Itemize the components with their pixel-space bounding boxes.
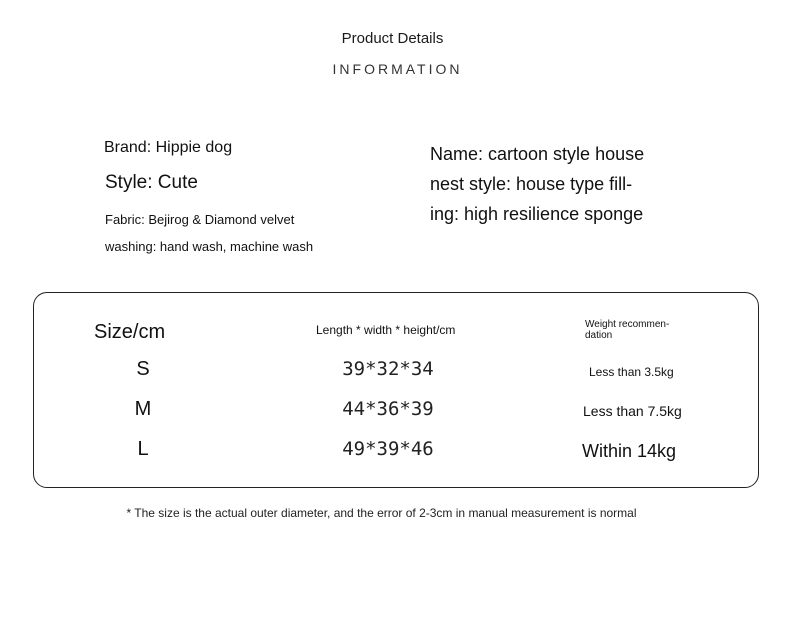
dimensions-header: Length * width * height/cm <box>316 323 456 337</box>
measurement-footnote: * The size is the actual outer diameter, and the error of 2-3cm in manual measurement is normal <box>126 506 637 520</box>
weight-m: Less than 7.5kg <box>583 403 682 419</box>
size-header: Size/cm <box>94 321 166 343</box>
style-text: Style: Cute <box>105 172 198 193</box>
dims-s: 39*32*34 <box>342 358 434 380</box>
fabric-text: Fabric: Bejirog & Diamond velvet <box>105 212 295 227</box>
name-line-2: nest style: house type fill- <box>430 174 633 194</box>
size-table <box>33 292 759 488</box>
weight-s: Less than 3.5kg <box>589 365 674 379</box>
dims-m: 44*36*39 <box>342 398 434 420</box>
washing-text: washing: hand wash, machine wash <box>105 239 314 254</box>
page-title: Product Details <box>341 30 444 47</box>
size-l: L <box>137 438 149 460</box>
name-line-3: ing: high resilience sponge <box>430 204 644 224</box>
name-line-1: Name: cartoon style house <box>430 144 645 164</box>
size-s: S <box>136 358 150 380</box>
dims-l: 49*39*46 <box>342 438 434 460</box>
size-m: M <box>134 398 152 420</box>
brand-text: Brand: Hippie dog <box>104 139 233 156</box>
page-subtitle: INFORMATION <box>332 61 463 77</box>
weight-header: Weight recommen-dation <box>585 319 670 341</box>
weight-l: Within 14kg <box>582 441 677 461</box>
product-name-block <box>430 139 690 229</box>
